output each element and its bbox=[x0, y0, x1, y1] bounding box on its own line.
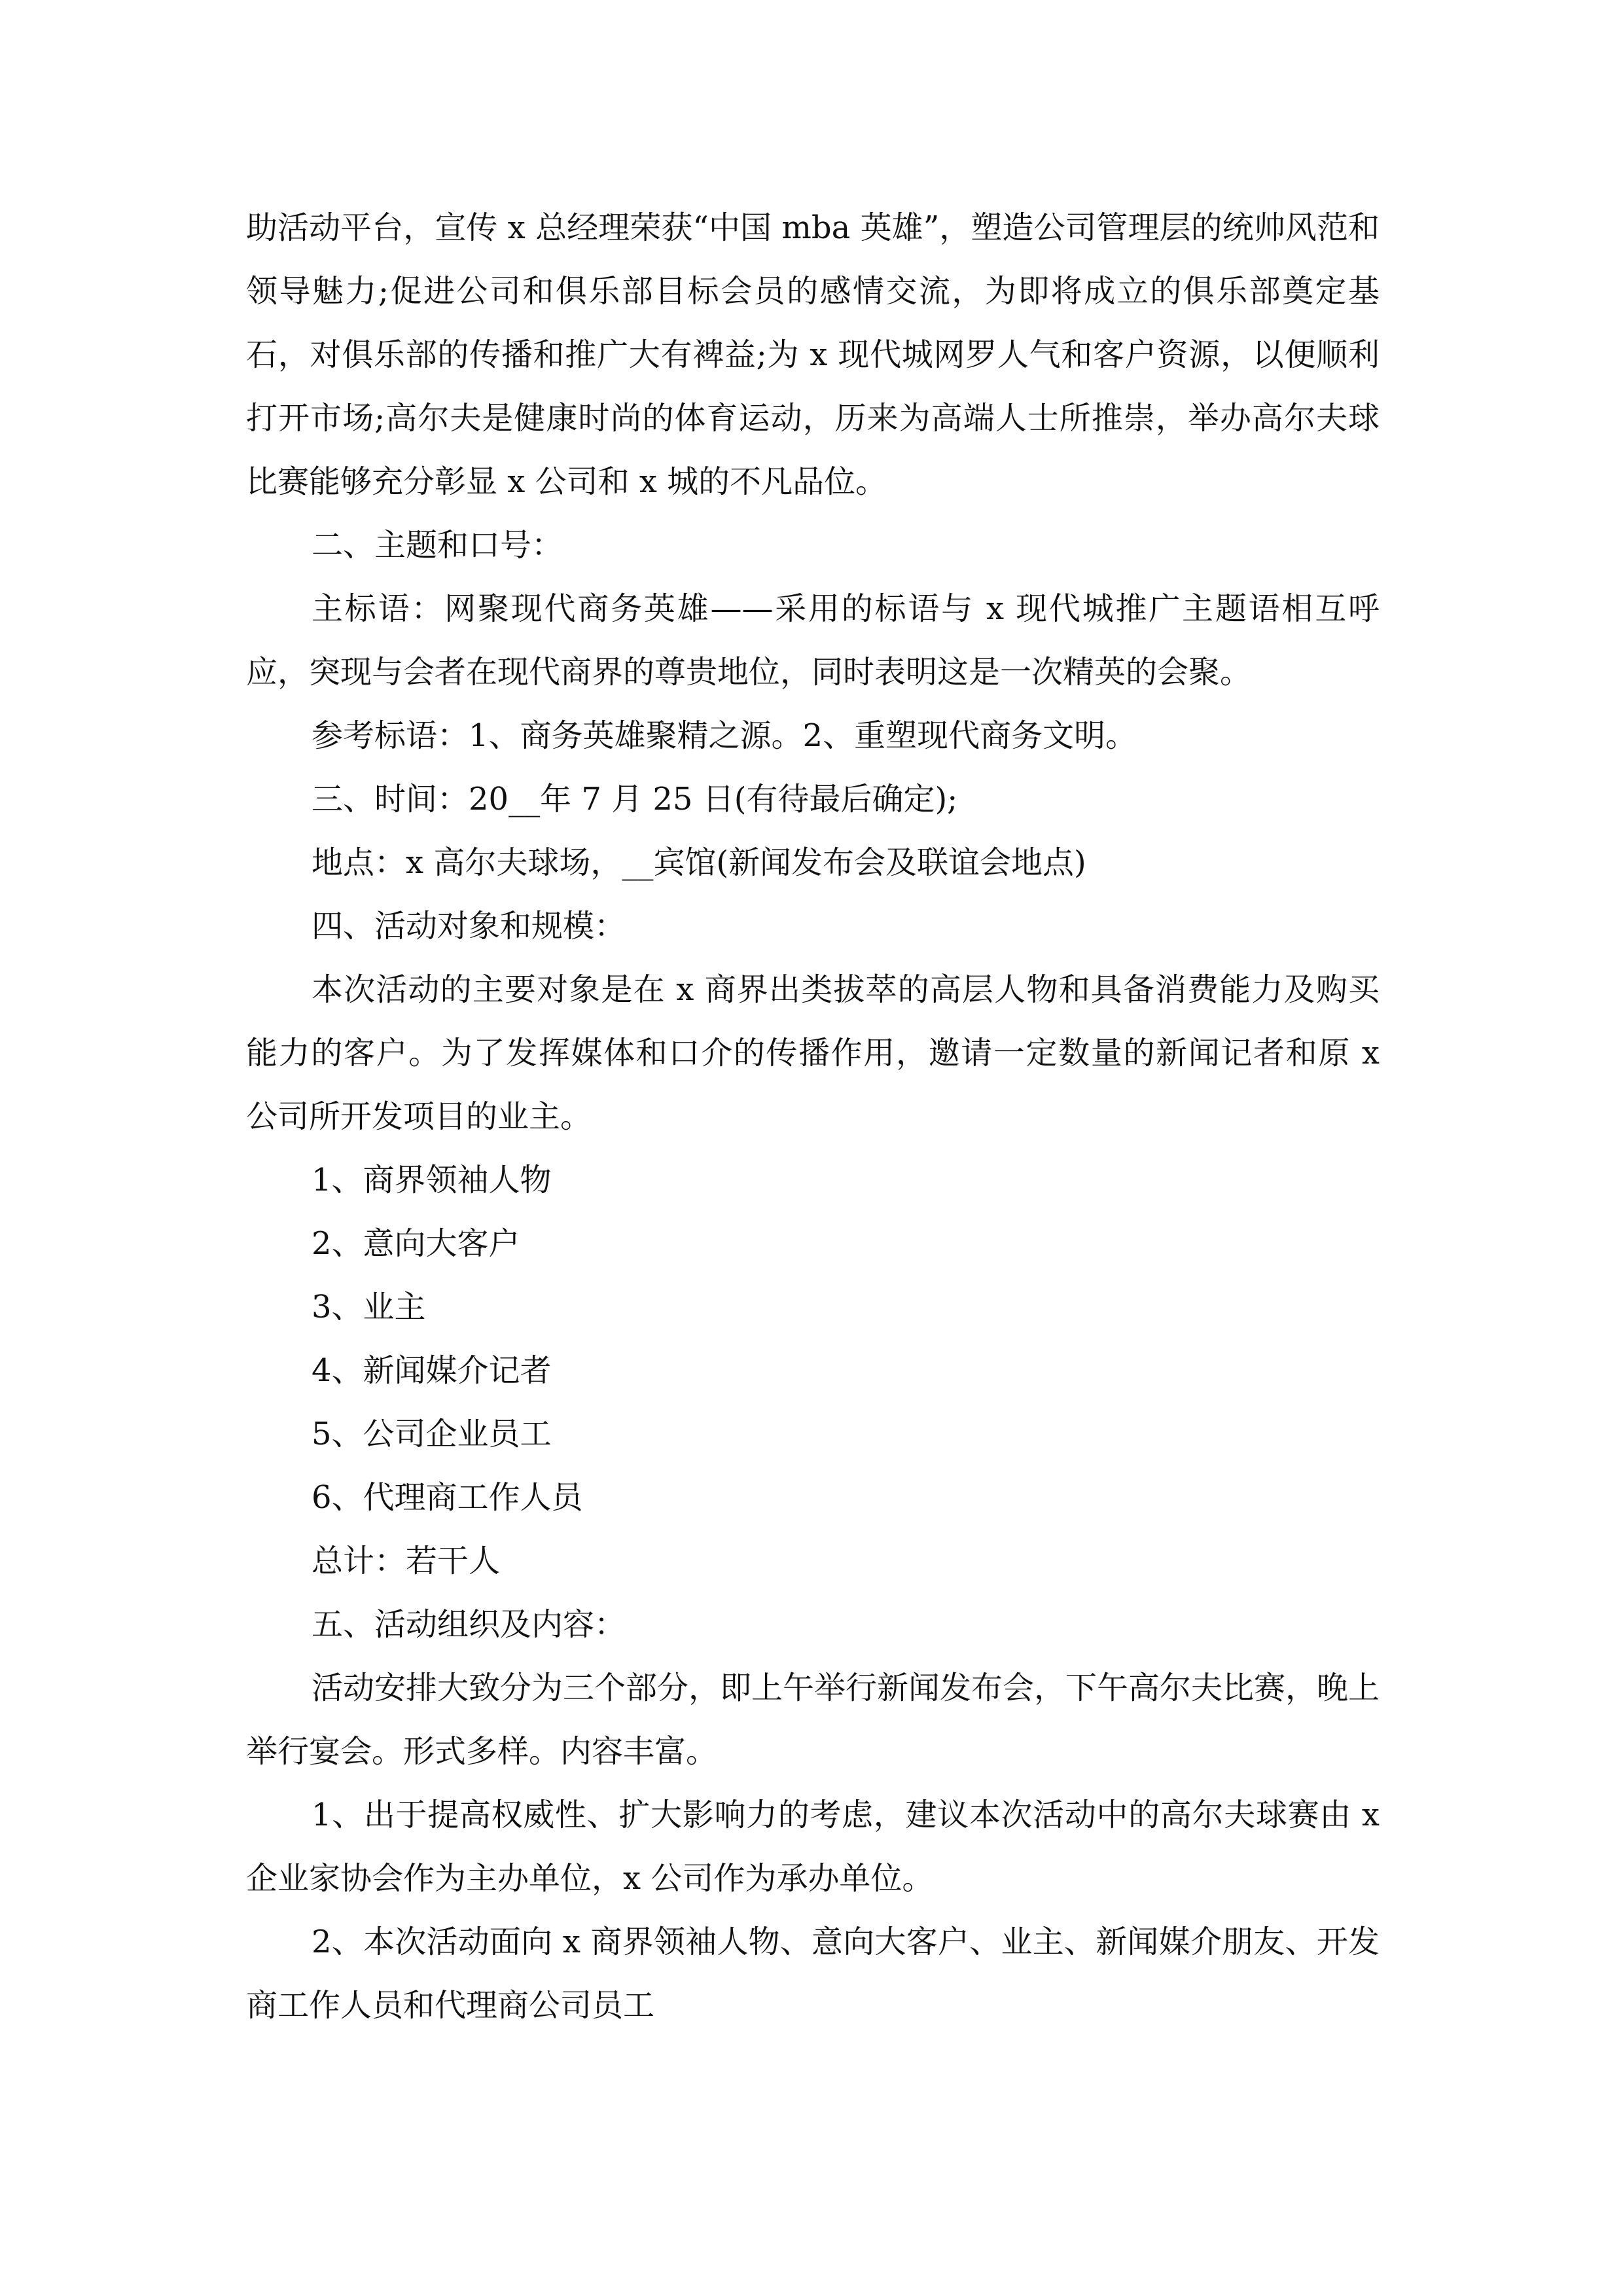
section-heading: 四、活动对象和规模： bbox=[312, 908, 626, 944]
paragraph: 地点：x 高尔夫球场，__宾馆(新闻发布会及联谊会地点) bbox=[312, 844, 1086, 881]
section-heading: 二、主题和口号： bbox=[312, 527, 563, 564]
paragraph: 参考标语：1、商务英雄聚精之源。2、重塑现代商务文明。 bbox=[312, 717, 1137, 754]
paragraph: 助活动平台，宣传 x 总经理荣获“中国 mba 英雄”，塑造公司管理层的统帅风范和领导魅力;促进公司和俱乐部目标会员的感情交流，为即将成立的俱乐部奠定基石，对俱乐部的传播和推广大有裨益;为 x 现代城网罗人气和客户资源，以便顺利打开市场;高尔夫是健康时尚的体育运动，历来为高端人士所推崇，举办高尔夫球比赛能够充分彰显 x 公司和 x 城的不凡品位。 bbox=[246, 209, 1380, 500]
list-item: 5、公司企业员工 bbox=[312, 1416, 552, 1452]
paragraph: 2、本次活动面向 x 商界领袖人物、意向大客户、业主、新闻媒介朋友、开发商工作人员和代理商公司员工 bbox=[246, 1924, 1380, 2024]
list-item: 1、商界领袖人物 bbox=[312, 1162, 552, 1198]
paragraph: 本次活动的主要对象是在 x 商界出类拔萃的高层人物和具备消费能力及购买能力的客户。为了发挥媒体和口介的传播作用，邀请一定数量的新闻记者和原 x 公司所开发项目的业主。 bbox=[246, 971, 1380, 1135]
list-item: 3、业主 bbox=[312, 1289, 426, 1325]
document-body bbox=[246, 196, 1380, 2037]
section-heading: 三、时间：20__年 7 月 25 日(有待最后确定); bbox=[312, 781, 958, 817]
section-heading: 五、活动组织及内容： bbox=[312, 1606, 626, 1643]
list-item: 4、新闻媒介记者 bbox=[312, 1352, 552, 1389]
list-item: 6、代理商工作人员 bbox=[312, 1479, 583, 1516]
paragraph: 总计：若干人 bbox=[312, 1543, 501, 1579]
paragraph: 1、出于提高权威性、扩大影响力的考虑，建议本次活动中的高尔夫球赛由 x 企业家协会作为主办单位，x 公司作为承办单位。 bbox=[246, 1797, 1380, 1897]
paragraph: 主标语：网聚现代商务英雄——采用的标语与 x 现代城推广主题语相互呼应，突现与会者在现代商界的尊贵地位，同时表明这是一次精英的会聚。 bbox=[246, 590, 1380, 691]
list-item: 2、意向大客户 bbox=[312, 1225, 520, 1262]
paragraph: 活动安排大致分为三个部分，即上午举行新闻发布会，下午高尔夫比赛，晚上举行宴会。形式多样。内容丰富。 bbox=[246, 1670, 1380, 1770]
